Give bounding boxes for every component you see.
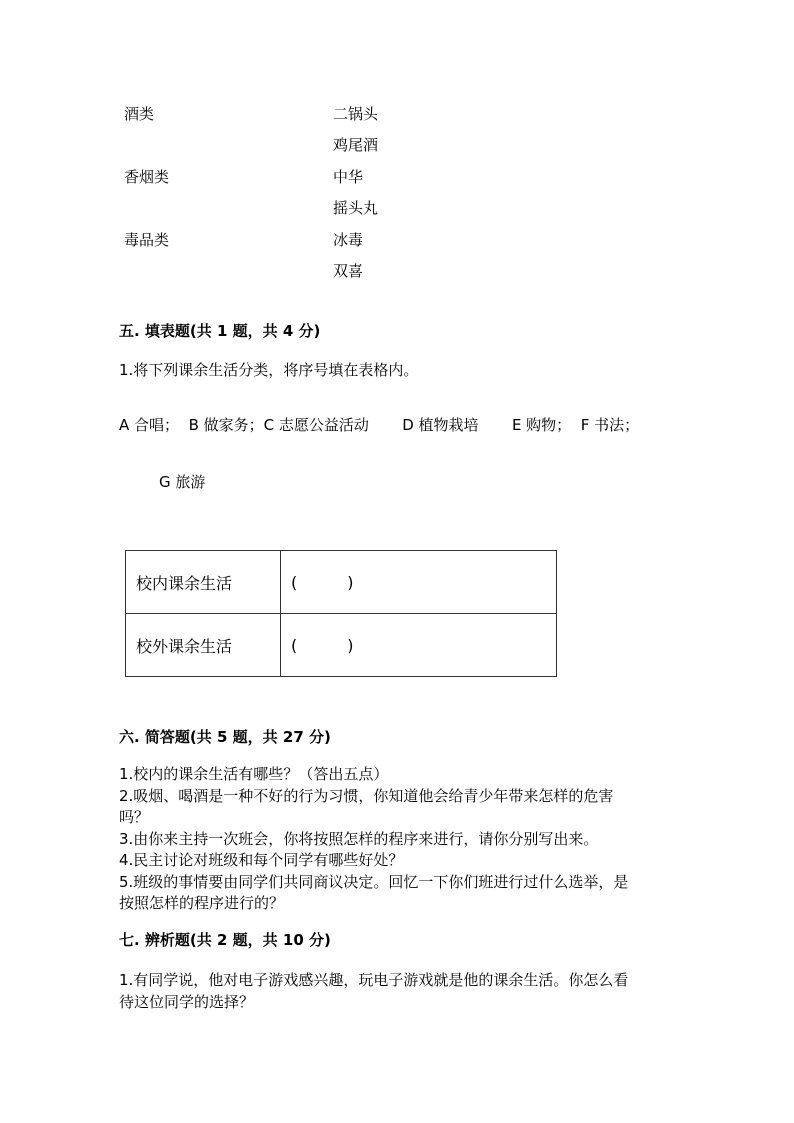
- category-drugs: 毒品类: [124, 231, 170, 249]
- category-tobacco: 香烟类: [124, 168, 170, 186]
- answer-blank-in-school[interactable]: [281, 551, 557, 614]
- question-line: 吗？: [119, 808, 150, 826]
- category-alcohol: 酒类: [124, 105, 155, 123]
- section6-heading: 六. 简答题(共 5 题，共 27 分): [119, 728, 331, 746]
- section7-question-1-line1: 1.有同学说，他对电子游戏感兴趣，玩电子游戏就是他的课余生活。你怎么看: [119, 971, 629, 989]
- open-paren: (: [291, 635, 298, 655]
- open-paren: (: [291, 572, 298, 592]
- question-line: 5.班级的事情要由同学们共同商议决定。回忆一下你们班进行过什么选举，是: [119, 872, 629, 891]
- close-paren: ): [347, 635, 354, 655]
- question-line: 按照怎样的程序进行的？: [119, 894, 285, 912]
- question-line: 3.由你来主持一次班会，你将按照怎样的程序来进行，请你分别写出来。: [119, 829, 599, 848]
- section6-questions: [119, 764, 628, 915]
- answer-blank-out-of-school[interactable]: [281, 614, 557, 677]
- section7-question-1-line2: 待这位同学的选择？: [119, 993, 255, 1011]
- section7-heading: 七. 辨析题(共 2 题，共 10 分): [119, 931, 331, 949]
- section5-question-1: 1.将下列课余生活分类，将序号填在表格内。: [119, 361, 419, 379]
- table-row: [126, 614, 557, 677]
- section5-heading: 五. 填表题(共 1 题，共 4 分): [119, 322, 321, 340]
- match-item: 二锅头: [333, 105, 379, 123]
- match-item: 双喜: [333, 262, 364, 280]
- match-item: 摇头丸: [333, 199, 379, 217]
- match-item: 中华: [333, 168, 364, 186]
- question-line: 1.校内的课余生活有哪些？（答出五点）: [119, 765, 389, 783]
- row-label-in-school: 校内课余生活: [126, 551, 281, 614]
- section5-options-line1: A 合唱； B 做家务；C 志愿公益活动 D 植物栽培 E 购物； F 书法；: [119, 416, 640, 434]
- section5-options-line2: G 旅游: [159, 473, 206, 491]
- table-row: [126, 551, 557, 614]
- row-label-out-of-school: 校外课余生活: [126, 614, 281, 677]
- classification-table: [125, 550, 557, 677]
- question-line: 4.民主讨论对班级和每个同学有哪些好处？: [119, 851, 404, 869]
- close-paren: ): [347, 572, 354, 592]
- match-item: 冰毒: [333, 231, 364, 249]
- match-item: 鸡尾酒: [333, 136, 379, 154]
- question-line: 2.吸烟、喝酒是一种不好的行为习惯，你知道他会给青少年带来怎样的危害: [119, 786, 614, 805]
